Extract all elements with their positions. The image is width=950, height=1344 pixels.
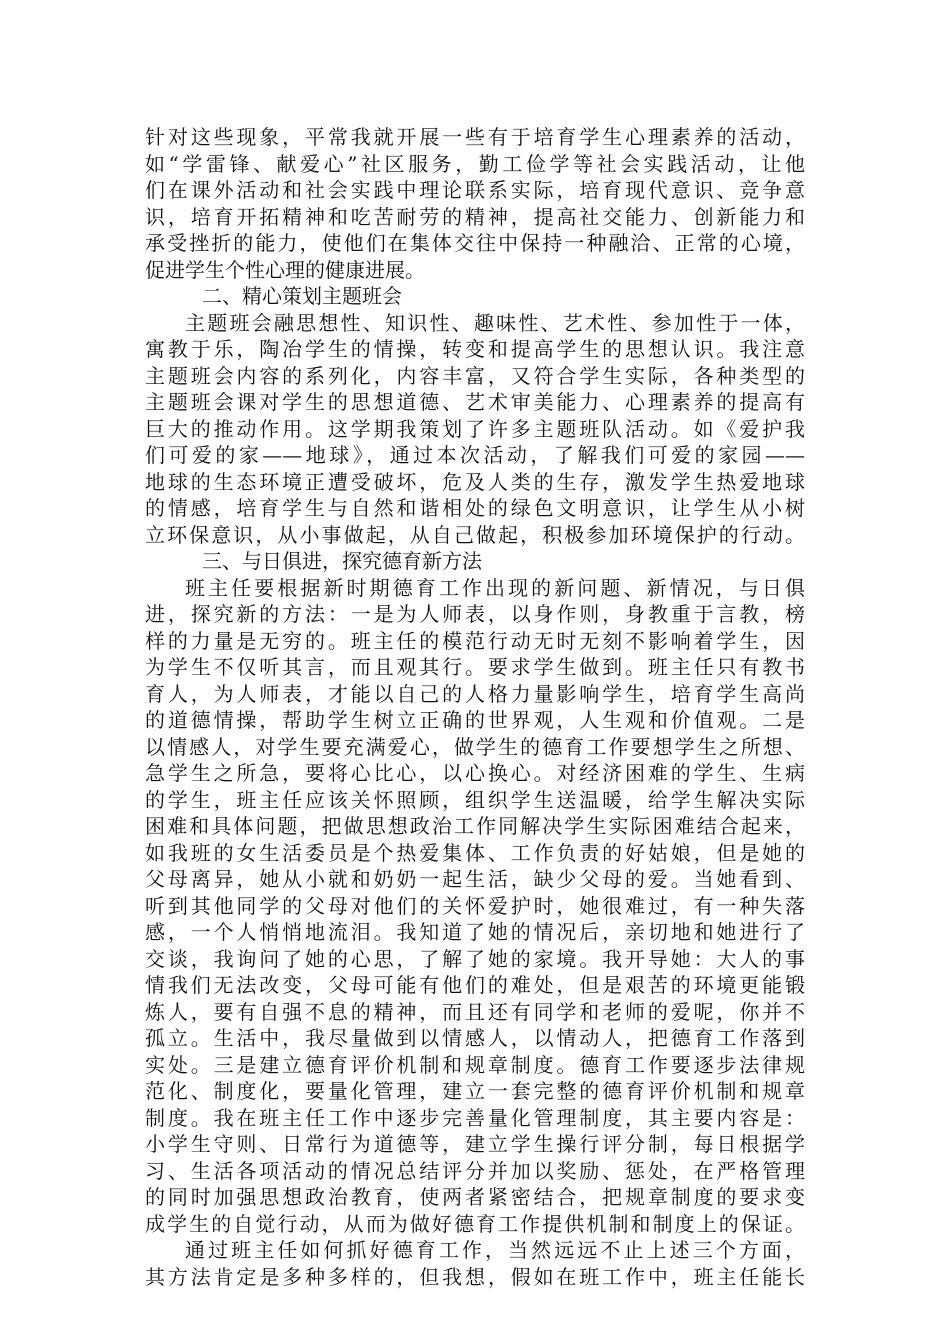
section-heading: 二、精心策划主题班会 [202, 284, 402, 308]
text-line: 成学生的自觉行动，从而为做好德育工作提供机制和制度上的保证。 [145, 1211, 805, 1236]
text-line: 父母离异，她从小就和奶奶一起生活，缺少父母的爱。当她看到、 [145, 867, 805, 891]
text-line: 地球的生态环境正遭受破坏，危及人类的生存，激发学生热爱地球 [145, 469, 805, 494]
document-body [145, 124, 805, 1290]
text-line: 立环保意识，从小事做起，从自己做起，积极参加环境保护的行动。 [145, 522, 805, 547]
text-line: 如我班的女生活委员是个热爱集体、工作负责的好姑娘，但是她的 [145, 840, 805, 865]
text-line: 交谈，我询问了她的心思，了解了她的家境。我开导她：大人的事 [145, 946, 805, 971]
text-line: 主题班会内容的系列化，内容丰富，又符合学生实际，各种类型的 [145, 363, 805, 388]
text-line: 巨大的推动作用。这学期我策划了许多主题班队活动。如《爱护我 [145, 416, 805, 441]
text-line: 如“学雷锋、献爱心”社区服务，勤工俭学等社会实践活动，让他 [145, 151, 805, 176]
text-line: 听到其他同学的父母对他们的关怀爱护时，她很难过，有一种失落 [145, 893, 805, 918]
text-line: 样的力量是无穷的。班主任的模范行动无时无刻不影响着学生，因 [145, 628, 805, 653]
text-line: 寓教于乐，陶冶学生的情操，转变和提高学生的思想认识。我注意 [145, 337, 805, 361]
text-line: 实处。三是建立德育评价机制和规章制度。德育工作要逐步法律规 [145, 1052, 805, 1077]
text-line: 困难和具体问题，把做思想政治工作同解决学生实际困难结合起来， [145, 814, 805, 838]
text-line: 们在课外活动和社会实践中理论联系实际，培育现代意识、竞争意 [145, 178, 805, 202]
text-line: 班主任要根据新时期德育工作出现的新问题、新情况，与日俱 [185, 575, 805, 600]
text-line: 促进学生个性心理的健康进展。 [145, 257, 425, 282]
text-line: 主题班会融思想性、知识性、趣味性、艺术性、参加性于一体， [185, 310, 805, 335]
text-line: 的学生，班主任应该关怀照顾，组织学生送温暖，给学生解决实际 [145, 787, 805, 812]
text-line: 针对这些现象，平常我就开展一些有于培育学生心理素养的活动， [145, 125, 805, 149]
text-line: 炼人，要有自强不息的精神，而且还有同学和老师的爱呢，你并不 [145, 999, 805, 1024]
text-line: 感，一个人悄悄地流泪。我知道了她的情况后，亲切地和她进行了 [145, 920, 805, 944]
text-line: 育人，为人师表，才能以自己的人格力量影响学生，培育学生高尚 [145, 681, 805, 706]
text-line: 习、生活各项活动的情况总结评分并加以奖励、惩处，在严格管理 [145, 1158, 805, 1183]
text-line: 进，探究新的方法：一是为人师表，以身作则，身教重于言教，榜 [145, 602, 805, 626]
text-line: 的同时加强思想政治教育，使两者紧密结合，把规章制度的要求变 [145, 1185, 805, 1209]
text-line: 识，培育开拓精神和吃苦耐劳的精神，提高社交能力、创新能力和 [145, 204, 805, 229]
text-line: 为学生不仅听其言，而且观其行。要求学生做到。班主任只有教书 [145, 655, 805, 679]
text-line: 急学生之所急，要将心比心，以心换心。对经济困难的学生、生病 [145, 761, 805, 785]
text-line: 通过班主任如何抓好德育工作，当然远远不止上述三个方面， [185, 1238, 805, 1262]
text-line: 范化、制度化，要量化管理，建立一套完整的德育评价机制和规章 [145, 1079, 805, 1103]
text-line: 情我们无法改变，父母可能有他们的难处，但是艰苦的环境更能锻 [145, 973, 805, 997]
text-line: 孤立。生活中，我尽量做到以情感人，以情动人，把德育工作落到 [145, 1026, 805, 1050]
text-line: 小学生守则、日常行为道德等，建立学生操行评分制，每日根据学 [145, 1132, 805, 1156]
text-line: 制度。我在班主任工作中逐步完善量化管理制度，其主要内容是： [145, 1105, 805, 1130]
text-line: 们可爱的家——地球》，通过本次活动，了解我们可爱的家园—— [145, 443, 805, 467]
text-line: 主题班会课对学生的思想道德、艺术审美能力、心理素养的提高有 [145, 390, 805, 414]
text-line: 以情感人，对学生要充满爱心，做学生的德育工作要想学生之所想、 [145, 734, 805, 759]
text-line: 其方法肯定是多种多样的，但我想，假如在班工作中，班主任能长 [145, 1264, 805, 1289]
text-line: 的道德情操，帮助学生树立正确的世界观，人生观和价值观。二是 [145, 708, 805, 732]
text-line: 承受挫折的能力，使他们在集体交往中保持一种融洽、正常的心境， [145, 231, 805, 255]
section-heading: 三、与日俱进，探究德育新方法 [202, 549, 482, 573]
text-line: 的情感，培育学生与自然和谐相处的绿色文明意识，让学生从小树 [145, 496, 805, 520]
